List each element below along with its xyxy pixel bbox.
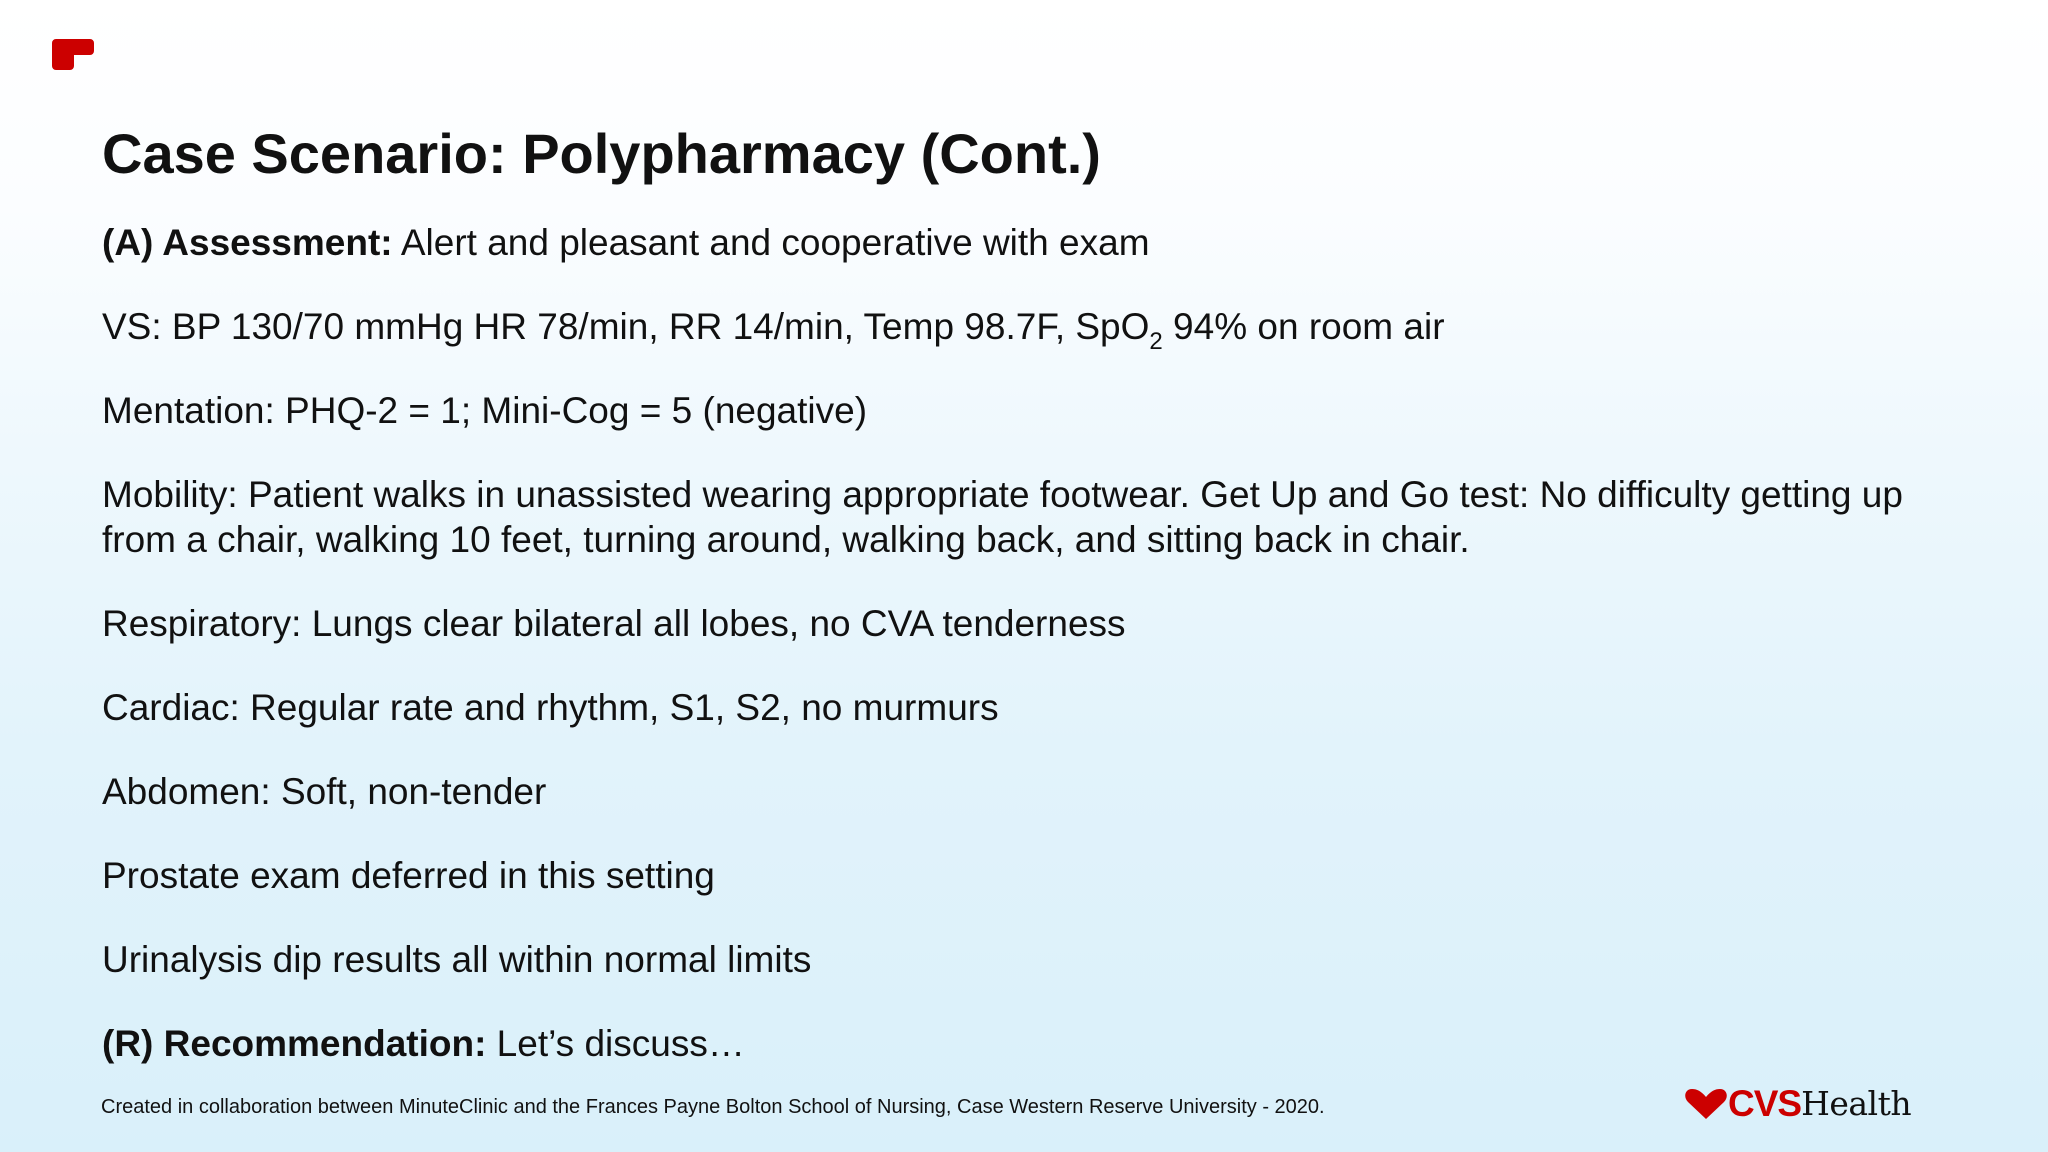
vitals-tail: 94% on room air: [1162, 306, 1445, 347]
vitals-line: [102, 304, 2002, 355]
recommendation-label: (R) Recommendation:: [102, 1023, 487, 1064]
cvs-health-logo: [1684, 1082, 1911, 1126]
slide-body: [102, 220, 2002, 1066]
mobility-line: Mobility: Patient walks in unassisted wearing appropriate footwear. Get Up and Go test: No difficulty getting up from a chair, walking 10 feet, turning around, walking back, and sitting back in chair.: [102, 474, 1903, 560]
mentation-line: Mentation: PHQ-2 = 1; Mini-Cog = 5 (negative): [102, 390, 868, 431]
vitals-subscript: 2: [1149, 328, 1163, 355]
heart-icon: [1684, 1088, 1728, 1120]
respiratory-line: Respiratory: Lungs clear bilateral all lobes, no CVA tenderness: [102, 603, 1126, 644]
vitals-main: VS: BP 130/70 mmHg HR 78/min, RR 14/min, Temp 98.7F, SpO: [102, 306, 1150, 347]
assessment-text: Alert and pleasant and cooperative with exam: [392, 222, 1150, 263]
slide-title: Case Scenario: Polypharmacy (Cont.): [102, 122, 1101, 185]
footer-credit: Created in collaboration between MinuteClinic and the Frances Payne Bolton School of Nursing, Case Western Reserve University - 2020.: [101, 1096, 1325, 1118]
cardiac-line: Cardiac: Regular rate and rhythm, S1, S2, no murmurs: [102, 687, 999, 728]
abdomen-line: Abdomen: Soft, non-tender: [102, 771, 547, 812]
prostate-line: Prostate exam deferred in this setting: [102, 855, 715, 896]
brand-name-cvs: CVS: [1728, 1083, 1802, 1124]
assessment-label: (A) Assessment:: [102, 222, 393, 263]
recommendation-line: [102, 1021, 2002, 1066]
recommendation-text: Let’s discuss…: [486, 1023, 745, 1064]
corner-mark-icon: [52, 39, 94, 70]
brand-name-health: Health: [1801, 1084, 1912, 1123]
assessment-line: [102, 220, 2002, 265]
urinalysis-line: Urinalysis dip results all within normal limits: [102, 939, 812, 980]
